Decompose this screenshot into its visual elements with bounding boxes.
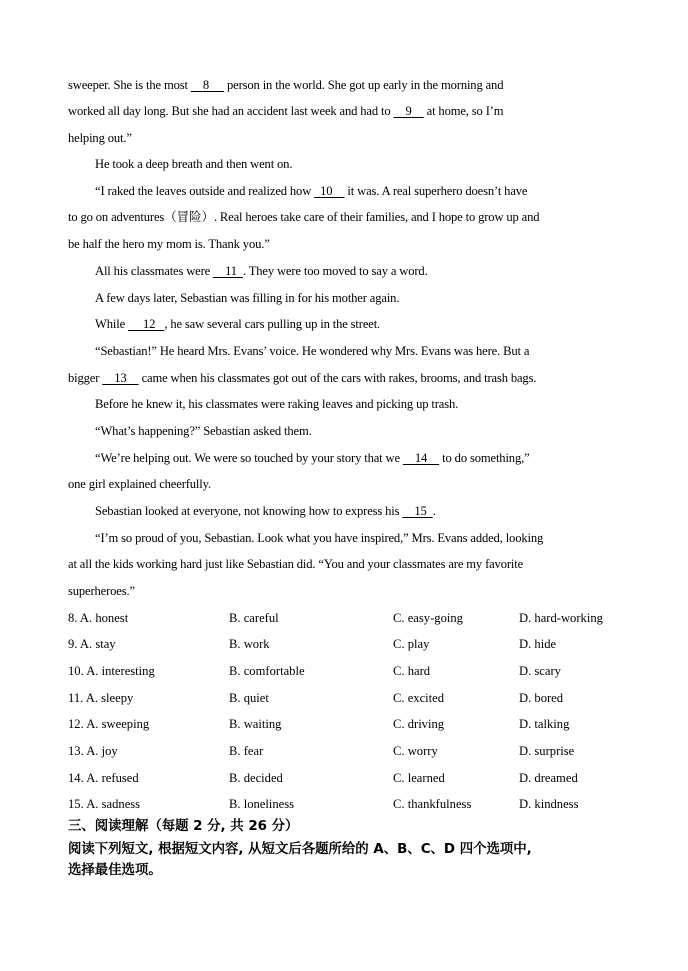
blank-13: 13 — [114, 371, 127, 385]
option-c[interactable]: C. play — [393, 637, 430, 651]
option-b[interactable]: B. comfortable — [229, 664, 305, 678]
option-a[interactable]: 12. A. sweeping — [68, 717, 150, 731]
passage-line: “What’s happening?” Sebastian asked them. — [95, 424, 312, 438]
blank-12: 12 — [143, 317, 156, 331]
passage-line: bigger 13 came when his classmates got out of the cars with rakes, brooms, and trash bags. — [68, 371, 537, 385]
passage-line: one girl explained cheerfully. — [68, 477, 211, 491]
passage-line: Sebastian looked at everyone, not knowing how to express his 15 . — [95, 504, 436, 518]
option-d[interactable]: D. scary — [519, 664, 561, 678]
option-c[interactable]: C. easy-going — [393, 611, 463, 625]
passage-line: “We’re helping out. We were so touched by your story that we 14 to do something,” — [95, 451, 530, 465]
option-d[interactable]: D. surprise — [519, 744, 575, 758]
option-c[interactable]: C. worry — [393, 744, 438, 758]
option-a[interactable]: 14. A. refused — [68, 771, 139, 785]
option-a[interactable]: 15. A. sadness — [68, 797, 141, 811]
passage-line: A few days later, Sebastian was filling in for his mother again. — [95, 291, 400, 305]
section-instruction: 阅读下列短文, 根据短文内容, 从短文后各题所给的 A、B、C、D 四个选项中, — [68, 842, 532, 857]
option-c[interactable]: C. driving — [393, 717, 445, 731]
blank-14: 14 — [414, 451, 428, 465]
option-b[interactable]: B. careful — [229, 611, 279, 625]
passage-line: While 12 , he saw several cars pulling up in the street. — [95, 317, 381, 331]
blank-9: 9 — [405, 104, 412, 118]
option-b[interactable]: B. fear — [229, 744, 264, 758]
passage-line: “Sebastian!” He heard Mrs. Evans’ voice. He wondered why Mrs. Evans was here. But a — [95, 344, 530, 358]
passage-line: Before he knew it, his classmates were raking leaves and picking up trash. — [95, 397, 459, 411]
blank-10: 10 — [320, 184, 333, 198]
option-a[interactable]: 13. A. joy — [68, 744, 118, 758]
passage-line: All his classmates were 11 . They were too moved to say a word. — [95, 264, 428, 278]
option-a[interactable]: 10. A. interesting — [68, 664, 155, 678]
passage-line: “I’m so proud of you, Sebastian. Look what you have inspired,” Mrs. Evans added, looking — [95, 531, 544, 545]
passage-line: superheroes.” — [68, 584, 135, 598]
passage-line: be half the hero my mom is. Thank you.” — [68, 237, 270, 251]
option-a[interactable]: 11. A. sleepy — [68, 691, 134, 705]
blank-15: 15 — [414, 504, 427, 518]
passage-line: at all the kids working hard just like Sebastian did. “You and your classmates are my favorite — [68, 557, 524, 571]
option-c[interactable]: C. hard — [393, 664, 431, 678]
passage-line: sweeper. She is the most 8 person in the world. She got up early in the morning and — [68, 78, 504, 92]
section-title: 三、阅读理解（每题 2 分, 共 26 分） — [68, 819, 299, 834]
option-b[interactable]: B. quiet — [229, 691, 269, 705]
blank-11: 11 — [225, 264, 237, 278]
option-a[interactable]: 9. A. stay — [68, 637, 116, 651]
blank-8: 8 — [202, 78, 210, 92]
option-b[interactable]: B. decided — [229, 771, 283, 785]
passage-line: to go on adventures（冒险）. Real heroes take care of their families, and I hope to grow up and — [68, 210, 540, 224]
option-d[interactable]: D. hard-working — [519, 611, 603, 625]
passage-line: helping out.” — [68, 131, 132, 145]
option-d[interactable]: D. kindness — [519, 797, 579, 811]
option-d[interactable]: D. hide — [519, 637, 557, 651]
passage-line: He took a deep breath and then went on. — [95, 157, 293, 171]
option-d[interactable]: D. dreamed — [519, 771, 578, 785]
passage-line: “I raked the leaves outside and realized how 10 it was. A real superhero doesn’t have — [95, 184, 528, 198]
option-d[interactable]: D. bored — [519, 691, 564, 705]
option-b[interactable]: B. waiting — [229, 717, 282, 731]
option-c[interactable]: C. learned — [393, 771, 445, 785]
option-a[interactable]: 8. A. honest — [68, 611, 129, 625]
option-c[interactable]: C. thankfulness — [393, 797, 472, 811]
option-b[interactable]: B. work — [229, 637, 270, 651]
passage-line: worked all day long. But she had an accident last week and had to 9 at home, so I’m — [68, 104, 504, 118]
option-b[interactable]: B. loneliness — [229, 797, 295, 811]
option-c[interactable]: C. excited — [393, 691, 445, 705]
section-instruction-continued: 选择最佳选项。 — [68, 863, 162, 878]
option-d[interactable]: D. talking — [519, 717, 570, 731]
